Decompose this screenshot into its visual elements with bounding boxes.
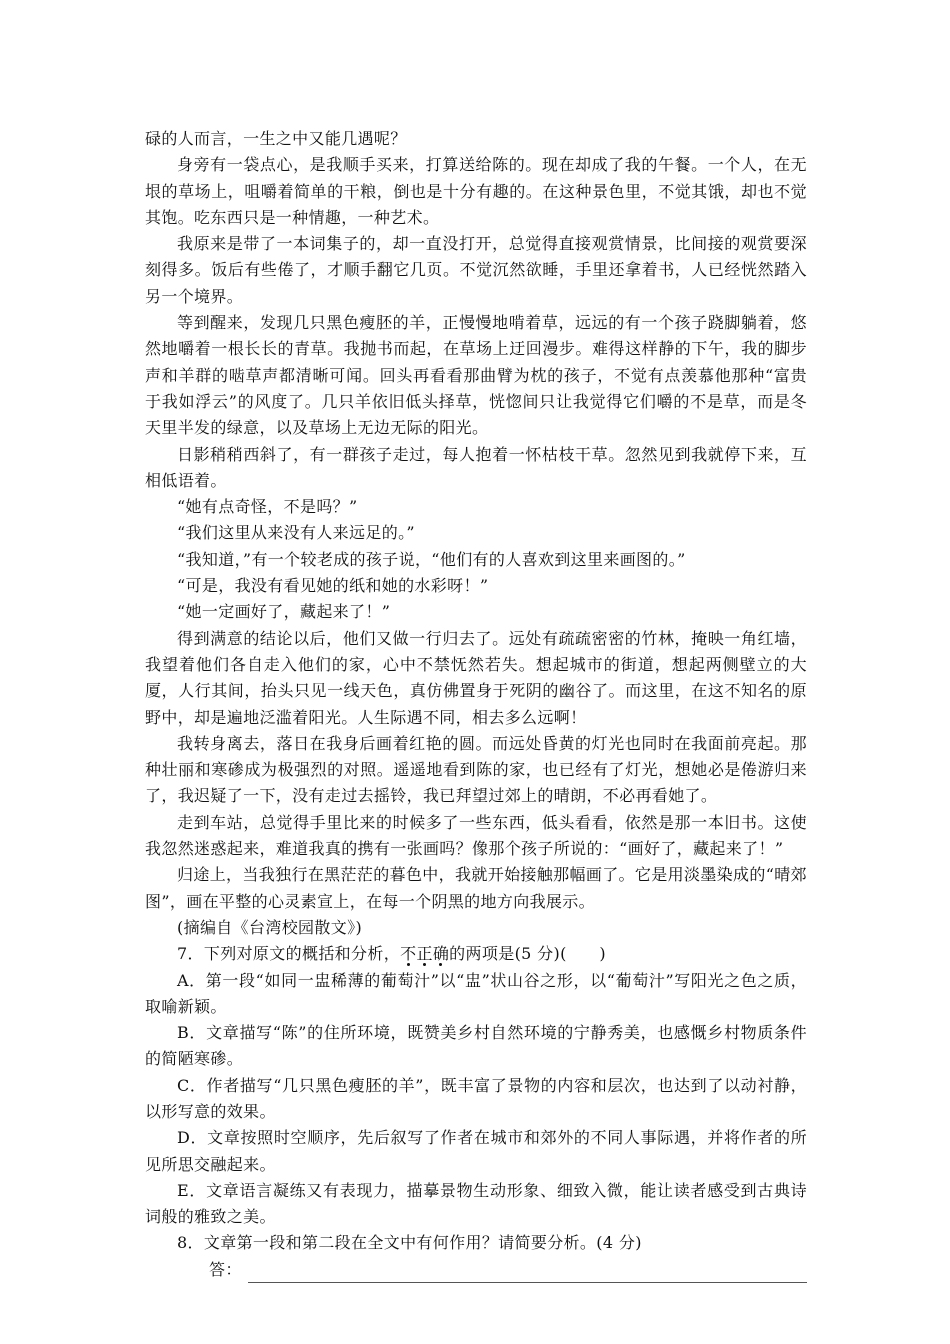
- answer-line: [145, 1257, 807, 1283]
- question-7-options: [145, 968, 807, 1231]
- answer-blank[interactable]: [248, 1264, 807, 1283]
- passage-paragraph: “可是，我没有看见她的纸和她的水彩呀！”: [177, 576, 489, 596]
- answer-label: 答：: [209, 1259, 242, 1279]
- question-7-suffix: 的两项是(5 分)( ): [449, 944, 606, 964]
- passage-paragraph: 身旁有一袋点心，是我顺手买来，打算送给陈的。现在却成了我的午餐。一个人，在无垠的草场上，咀嚼着简单的干粮，倒也是十分有趣的。在这种景色里，不觉其饿，却也不觉其饱。吃东西只是一种情趣，一种艺术。: [145, 155, 807, 227]
- passage-paragraph: “我知道，”有一个较老成的孩子说，“他们有的人喜欢到这里来画图的。”: [177, 549, 686, 569]
- passage-paragraph: “她有点奇怪，不是吗？”: [177, 497, 358, 517]
- emphasis-char: 不: [400, 944, 417, 964]
- passage-paragraph: “她一定画好了，藏起来了！”: [177, 602, 391, 622]
- option-a: A．第一段“如同一盅稀薄的葡萄汁”以“盅”状山谷之形，以“葡萄汁”写阳光之色之质，取喻新颖。: [145, 970, 807, 1016]
- option-e: E．文章语言凝练又有表现力，描摹景物生动形象、细致入微，能让读者感受到古典诗词般的雅致之美。: [145, 1180, 807, 1227]
- passage-paragraph: 得到满意的结论以后，他们又做一行归去了。远处有疏疏密密的竹林，掩映一角红墙，我望着他们各自走入他们的家，心中不禁怃然若失。想起城市的街道，想起两侧壁立的大厦，人行其间，抬头只见一线天色，真仿佛置身于死阴的幽谷了。而这里，在这不知名的原野中，却是遍地泛滥着阳光。人生际遇不同，相去多么远啊！: [145, 628, 807, 727]
- passage-paragraph: 归途上，当我独行在黑茫茫的暮色中，我就开始接触那幅画了。它是用淡墨染成的“晴郊图”，画在平整的心灵素宣上，在每一个阴黑的地方向我展示。: [145, 865, 807, 911]
- passage-paragraph: 等到醒来，发现几只黑色瘦胚的羊，正慢慢地啃着草，远远的有一个孩子跷脚躺着，悠然地嚼着一根长长的青草。我抛书而起，在草场上迂回漫步。难得这样静的下午，我的脚步声和羊群的啮草声都清晰可闻。回头再看看那曲臂为枕的孩子，不觉有点羡慕他那种“富贵于我如浮云”的风度了。几只羊依旧低头择草，恍惚间只让我觉得它们嚼的不是草，而是冬天里半发的绿意，以及草场上无边无际的阳光。: [145, 313, 807, 438]
- passage-paragraph: 日影稍稍西斜了，有一群孩子走过，每人抱着一怀枯枝干草。忽然见到我就停下来，互相低语着。: [145, 444, 807, 490]
- option-b: B．文章描写“陈”的住所环境，既赞美乡村自然环境的宁静秀美，也感慨乡村物质条件的简陋寒碜。: [145, 1023, 807, 1069]
- question-8-stem: 8．文章第一段和第二段在全文中有何作用？请简要分析。(4 分): [177, 1233, 642, 1253]
- passage-paragraph: (摘编自《台湾校园散文》): [177, 917, 363, 937]
- emphasis-char: 确: [432, 944, 450, 964]
- passage-paragraph: 碌的人而言，一生之中又能几遇呢？: [145, 129, 407, 148]
- option-d: D．文章按照时空顺序，先后叙写了作者在城市和郊外的不同人事际遇，并将作者的所见所思交融起来。: [145, 1128, 807, 1174]
- question-7-prefix: 7．下列对原文的概括和分析，: [177, 944, 401, 964]
- passage-paragraph: 我原来是带了一本词集子的，却一直没打开，总觉得直接观赏情景，比间接的观赏要深刻得多。饭后有些倦了，才顺手翻它几页。不觉沉然欲睡，手里还拿着书，人已经恍然踏入另一个境界。: [145, 234, 807, 306]
- passage: [145, 126, 807, 941]
- passage-paragraph: “我们这里从来没有人来远足的。”: [177, 523, 415, 543]
- exam-page: [145, 126, 807, 1283]
- option-c: C．作者描写“几只黑色瘦胚的羊”，既丰富了景物的内容和层次，也达到了以动衬静，以形写意的效果。: [145, 1075, 807, 1121]
- question-7-stem: [145, 941, 807, 967]
- emphasis-char: 正: [416, 944, 433, 964]
- question-7-emphasis: [400, 944, 449, 963]
- passage-paragraph: 走到车站，总觉得手里比来的时候多了一些东西，低头看看，依然是那一本旧书。这使我忽然迷惑起来，难道我真的携有一张画吗？像那个孩子所说的：“画好了，藏起来了！”: [145, 812, 807, 859]
- passage-paragraph: 我转身离去，落日在我身后画着红艳的圆。而远处昏黄的灯光也同时在我面前亮起。那种壮丽和寒碜成为极强烈的对照。遥遥地看到陈的家，也已经有了灯光，想她必是倦游归来了，我迟疑了一下，没有走过去摇铃，我已拜望过郊上的晴朗，不必再看她了。: [145, 733, 807, 806]
